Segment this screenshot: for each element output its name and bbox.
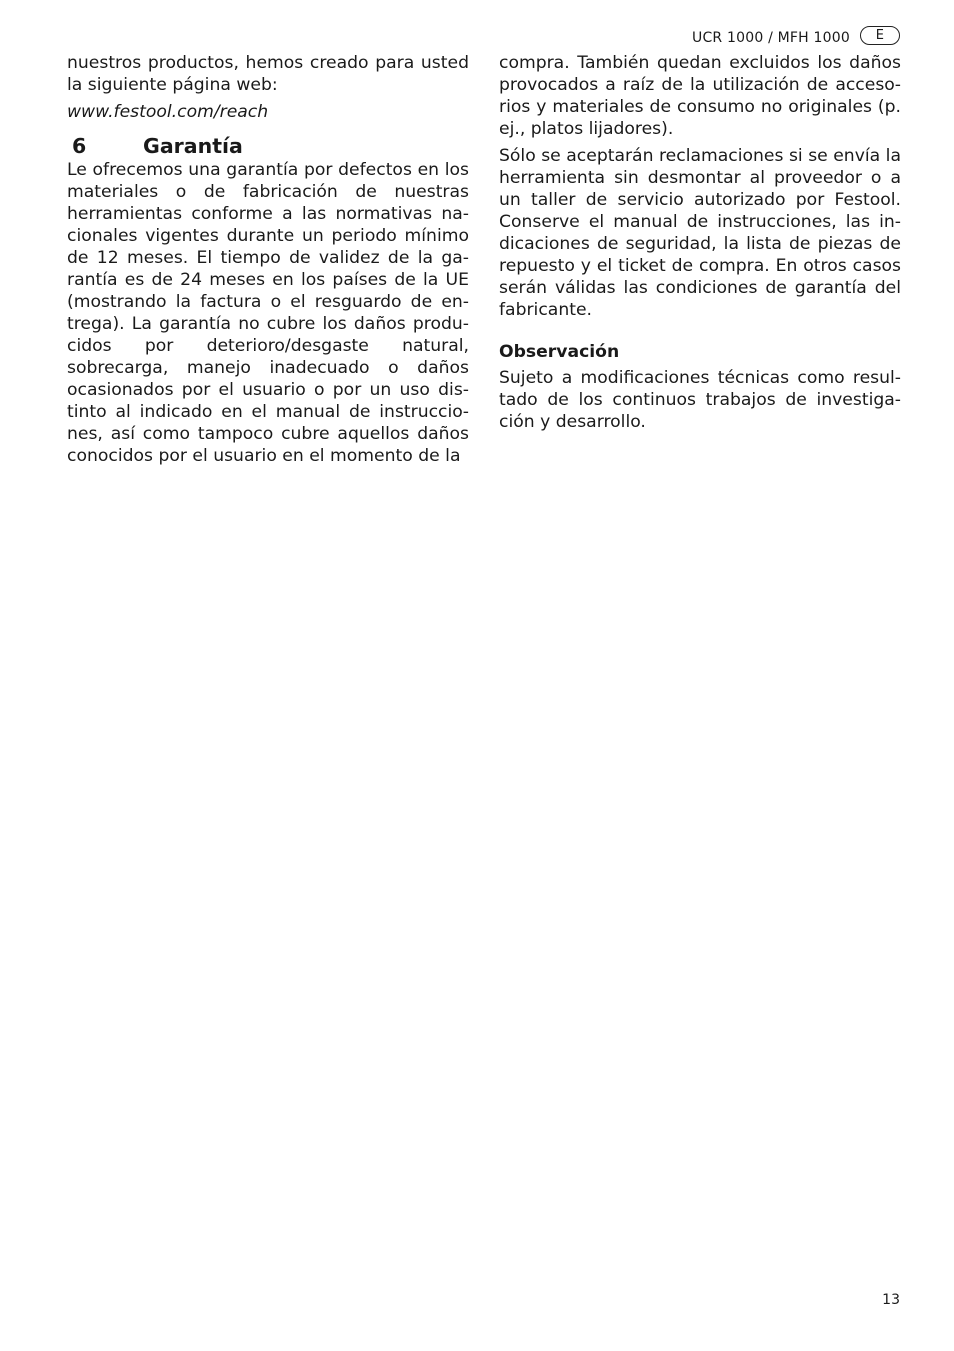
warranty-paragraph: Le ofrecemos una garantía por defectos en los materiales o de fabricación de nuestras herramientas conforme a las normativas nacionales vigentes durante un periodo mínimo de 12 meses. El tiempo de validez de la garantía es de 24 meses en los países de la UE (mostrando la factura o el resguardo de entrega). La garantía no cubre los daños producidos por deterioro/desgaste natural, sobrecarga, manejo inadecuado o daños ocasionados por el usuario o por un uso distinto al indicado en el manual de instrucciones, así como tampoco cubre aquellos daños conocidos por el usuario en el momento de la — [67, 160, 469, 466]
note-heading: Observación — [499, 342, 620, 362]
continuation-paragraph: compra. También quedan excluidos los daños provocados a raíz de la utilización de accesorios y materiales de consumo no originales (p. ej., platos lijadores). — [499, 53, 901, 139]
section-title: Garantía — [143, 134, 243, 158]
note-paragraph: Sujeto a modificaciones técnicas como resultado de los continuos trabajos de investigación y desarrollo. — [499, 368, 901, 432]
intro-paragraph: nuestros productos, hemos creado para usted la siguiente página web: — [67, 53, 469, 95]
web-link[interactable]: www.festool.com/reach — [67, 102, 269, 122]
section-number: 6 — [72, 134, 87, 158]
claims-paragraph: Sólo se aceptarán reclamaciones si se envía la herramienta sin desmontar al proveedor o a un taller de servicio autorizado por Festool. Conserve el manual de instrucciones, las indicaciones de seguridad, la lista de piezas de repuesto y el ticket de compra. En otros casos serán válidas las condiciones de garantía del fabricante. — [499, 146, 901, 320]
right-column — [499, 52, 901, 438]
page-number: 13 — [882, 1292, 900, 1308]
page-header — [692, 28, 900, 47]
left-column — [67, 52, 469, 472]
section-heading — [67, 133, 469, 159]
model-name: UCR 1000 / MFH 1000 — [692, 29, 850, 46]
language-badge: E — [860, 26, 900, 45]
